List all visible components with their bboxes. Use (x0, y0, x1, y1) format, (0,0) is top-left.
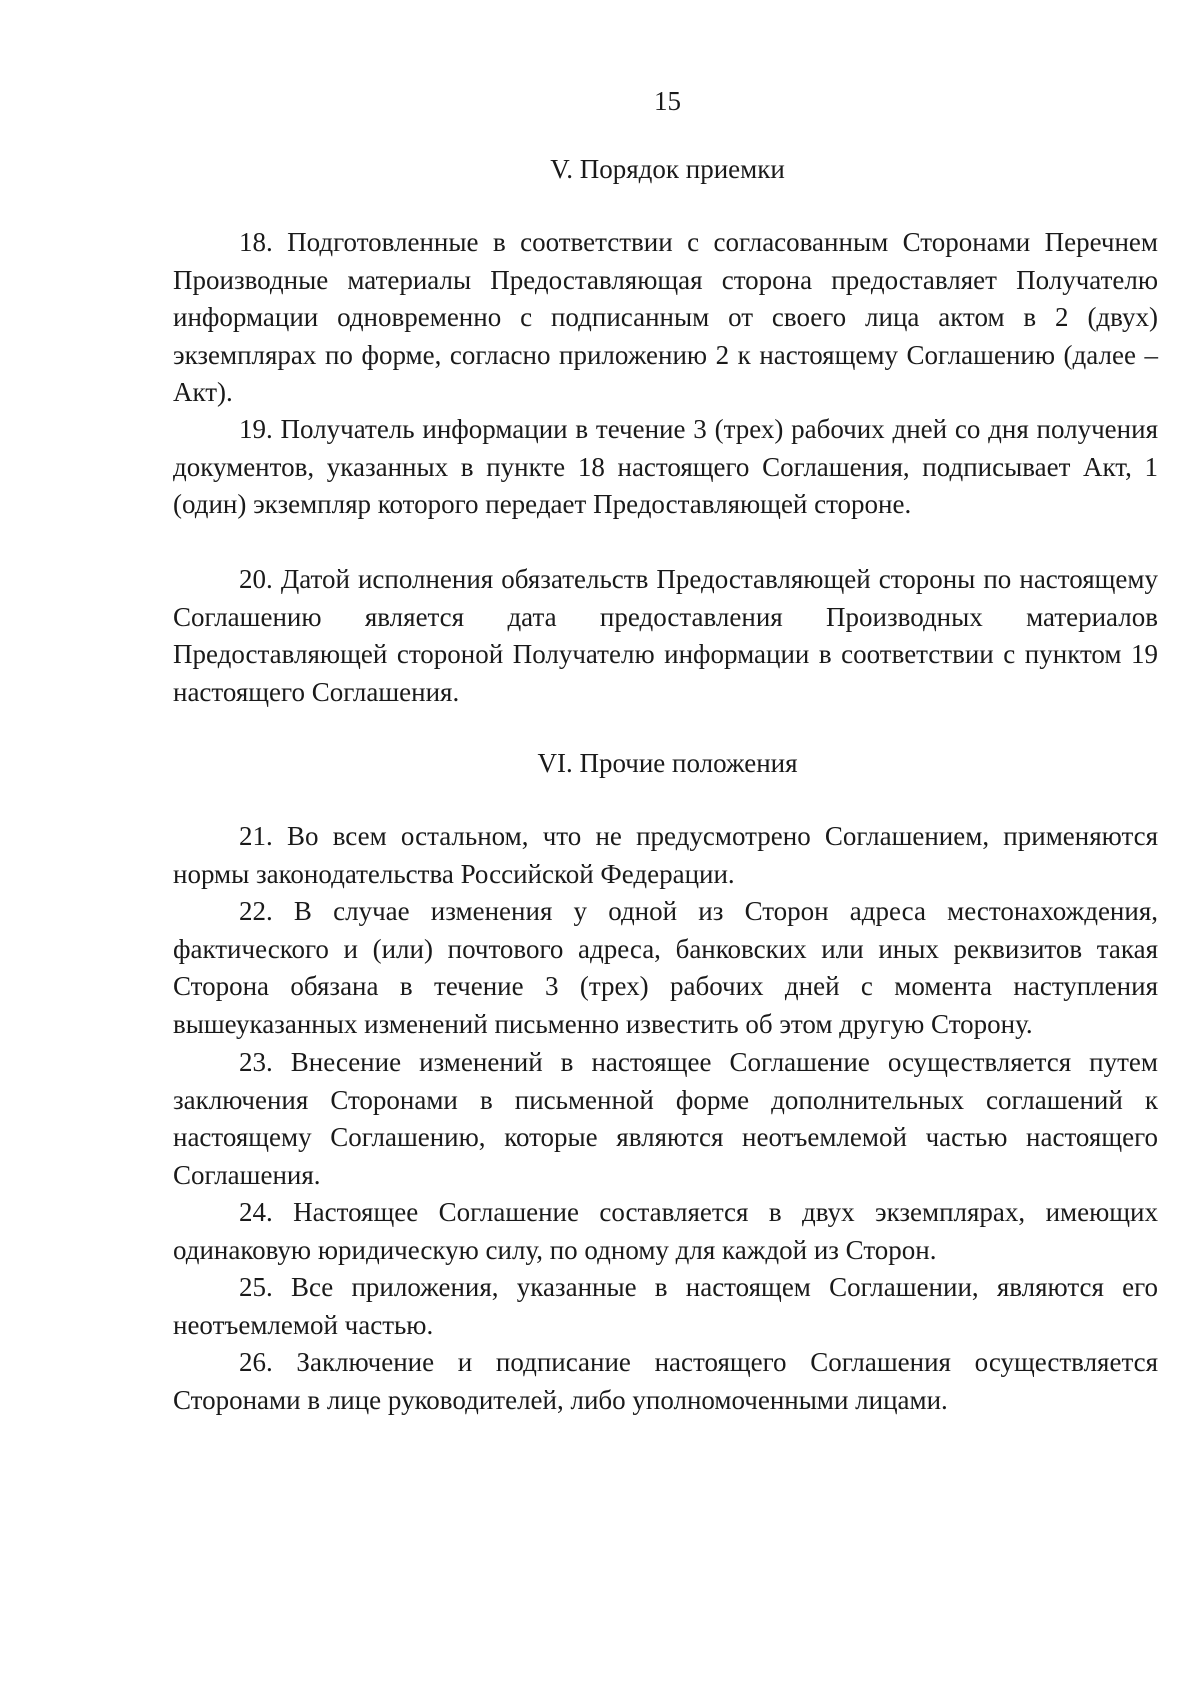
paragraph-19: 19. Получатель информации в течение 3 (трех) рабочих дней со дня получения документов, указанных в пункте 18 настоящего Соглашения, подписывает Акт, 1 (один) экземпляр которого передает Предоставляющей стороне. (173, 414, 1158, 519)
page-number: 15 (654, 86, 681, 116)
paragraph-21: 21. Во всем остальном, что не предусмотрено Соглашением, применяются нормы законодательства Российской Федерации. (173, 821, 1158, 889)
paragraph-26: 26. Заключение и подписание настоящего Соглашения осуществляется Сторонами в лице руководителей, либо уполномоченными лицами. (173, 1347, 1158, 1415)
section-heading-v: V. Порядок приемки (550, 154, 785, 184)
paragraph-18: 18. Подготовленные в соответствии с согласованным Сторонами Перечнем Производные материалы Предоставляющая сторона предоставляет Получателю информации одновременно с подписанным от своего лица актом в 2 (двух) экземплярах по форме, согласно приложению 2 к настоящему Соглашению (далее – Акт). (173, 227, 1158, 407)
paragraph-20: 20. Датой исполнения обязательств Предоставляющей стороны по настоящему Соглашению является дата предоставления Производных материалов Предоставляющей стороной Получателю информации в соответствии с пунктом 19 настоящего Соглашения. (173, 564, 1158, 707)
paragraph-23: 23. Внесение изменений в настоящее Соглашение осуществляется путем заключения Сторонами в письменной форме дополнительных соглашений к настоящему Соглашению, которые являются неотъемлемой частью настоящего Соглашения. (173, 1047, 1158, 1190)
paragraph-25: 25. Все приложения, указанные в настоящем Соглашении, являются его неотъемлемой частью. (173, 1272, 1158, 1340)
paragraph-24: 24. Настоящее Соглашение составляется в двух экземплярах, имеющих одинаковую юридическую силу, по одному для каждой из Сторон. (173, 1197, 1158, 1265)
section-heading-vi: VI. Прочие положения (537, 748, 798, 778)
paragraph-22: 22. В случае изменения у одной из Сторон адреса местонахождения, фактического и (или) почтового адреса, банковских или иных реквизитов такая Сторона обязана в течение 3 (трех) рабочих дней с момента наступления вышеуказанных изменений письменно известить об этом другую Сторону. (173, 896, 1158, 1039)
